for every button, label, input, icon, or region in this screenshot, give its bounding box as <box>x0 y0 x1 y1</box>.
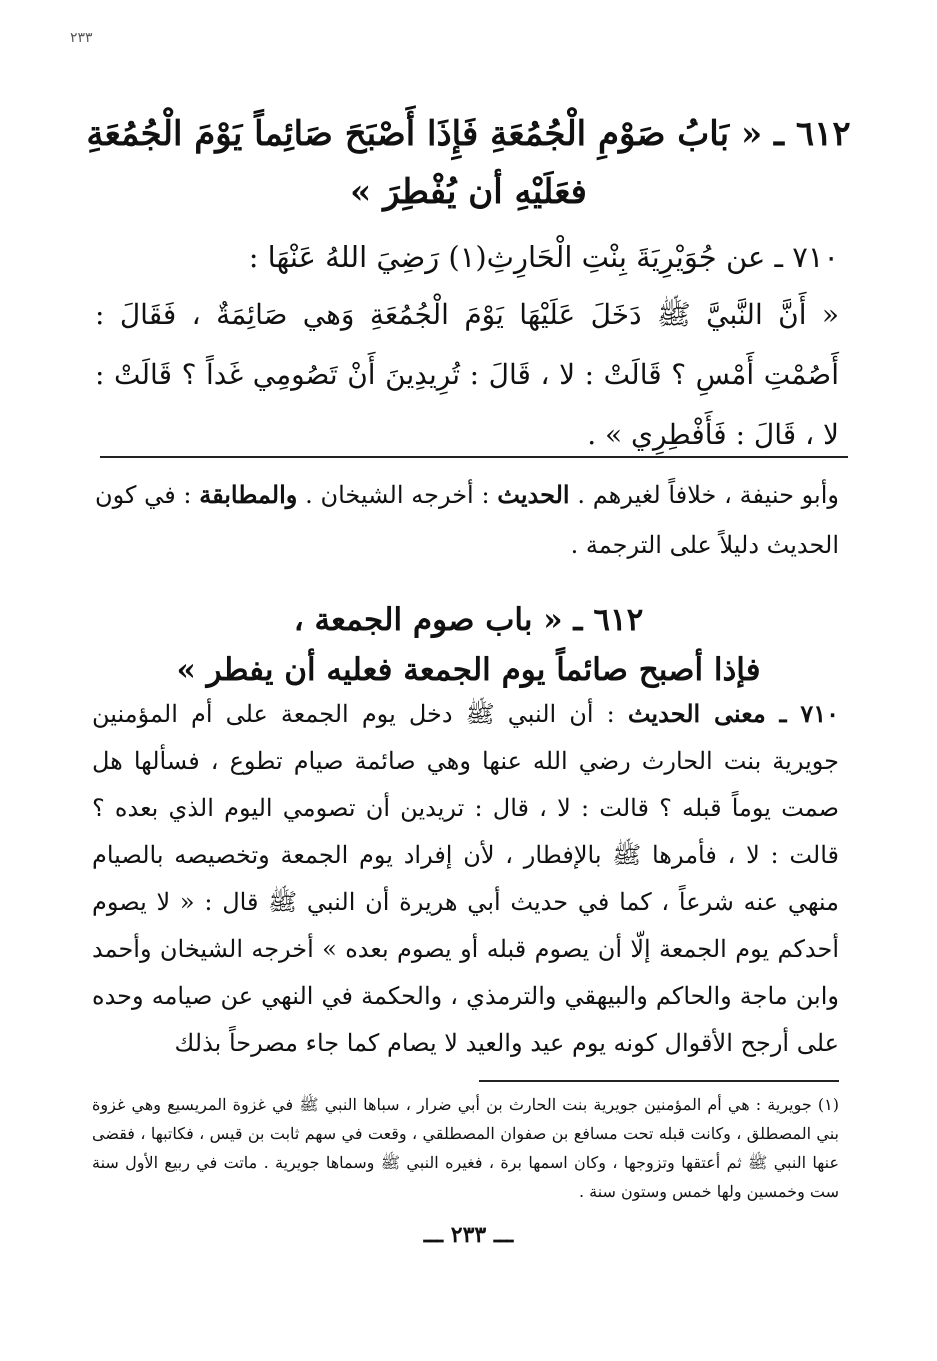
top-page-mark: ۲۳۳ <box>70 30 93 46</box>
hadith-text: « أَنَّ النَّبيَّ ﷺ دَخَلَ عَلَيْهَا يَوْمَ الْجُمُعَةِ وَهي صَائِمَةٌ ، فَقَالَ : أَصُمْتِ أَمْسِ ؟ قَالَتْ : لا ، قَالَ : تُرِيدِينَ أَنْ تَصُومِي غَداً ؟ قَالَتْ : لا ، قَالَ : فَأَفْطِرِي » . <box>95 298 839 451</box>
explanation-paragraph <box>95 470 839 570</box>
chapter-heading-line-2: فعَلَيْهِ أن يُفْطِرَ » <box>350 172 587 212</box>
chapter-heading-line-1: ٦١٢ ـ « بَابُ صَوْمِ الْجُمُعَةِ فَإِذَا أَصْبَحَ صَائِماً يَوْمَ الْجُمُعَةِ <box>86 114 851 154</box>
commentary-paragraph <box>92 690 839 1067</box>
explanation-text-a: وأبو حنيفة ، خلافاً لغيرهم . <box>569 481 839 509</box>
hadith-intro: ٧١٠ ـ عن جُوَيْرِيَةَ بِنْتِ الْحَارِثِ(١) رَضِيَ اللهُ عَنْهَا : <box>248 240 839 274</box>
commentary-label: ٧١٠ ـ معنى الحديث <box>627 699 840 728</box>
explanation-text-c: : في كون الحديث دليلاً على الترجمة . <box>95 481 839 559</box>
label-hadith: الحديث <box>497 480 570 509</box>
footnote-divider <box>479 1080 839 1082</box>
chapter-heading-2-line-2: فإذا أصبح صائماً يوم الجمعة فعليه أن يفطر » <box>176 652 761 688</box>
explanation-text-b: : أخرجه الشيخان . <box>297 481 498 509</box>
label-match: والمطابقة <box>199 480 298 509</box>
chapter-heading-plain <box>80 595 857 695</box>
section-divider <box>100 456 848 458</box>
chapter-heading-2-line-1: ٦١٢ ـ « باب صوم الجمعة ، <box>293 602 644 638</box>
page-number: ـــ ٢٣٣ ـــ <box>423 1222 514 1248</box>
footnote: (١) جويرية : هي أم المؤمنين جويرية بنت الحارث بن أبي ضرار ، سباها النبي ﷺ في غزوة المريسيع وهي غزوة بني المصطلق ، وكانت قبله تحت مسافع بن صفوان المصطلقي ، وقعت في سهم ثابت بن قيس ، فكاتبها ، فقضى عنها النبي ﷺ ثم أعتقها وتزوجها ، وكان اسمها برة ، فغيره النبي ﷺ وسماها جويرية . ماتت في ربيع الأول سنة ست وخمسين ولها خمس وستون سنة . <box>92 1095 840 1201</box>
commentary-text: : أن النبي ﷺ دخل يوم الجمعة على أم المؤمنين جويرية بنت الحارث رضي الله عنها وهي صائمة صيام تطوع ، فسألها هل صمت يوماً قبله ؟ قالت : لا ، قال : تريدين أن تصومي اليوم الذي بعده ؟ قالت : لا ، فأمرها ﷺ بالإفطار ، لأن إفراد يوم الجمعة وتخصيصه بالصيام منهي عنه شرعاً ، كما في حديث أبي هريرة أن النبي ﷺ قال : « لا يصوم أحدكم يوم الجمعة إلّا أن يصوم قبله أو يصوم بعده » أخرجه الشيخان وأحمد وابن ماجة والحاكم والبيهقي والترمذي ، والحكمة في النهي عن صيامه وحده على أرجح الأقوال كونه يوم عيد والعيد لا يصام كما جاء مصرحاً بذلك <box>92 700 840 1057</box>
chapter-heading-quran-style <box>80 105 857 221</box>
